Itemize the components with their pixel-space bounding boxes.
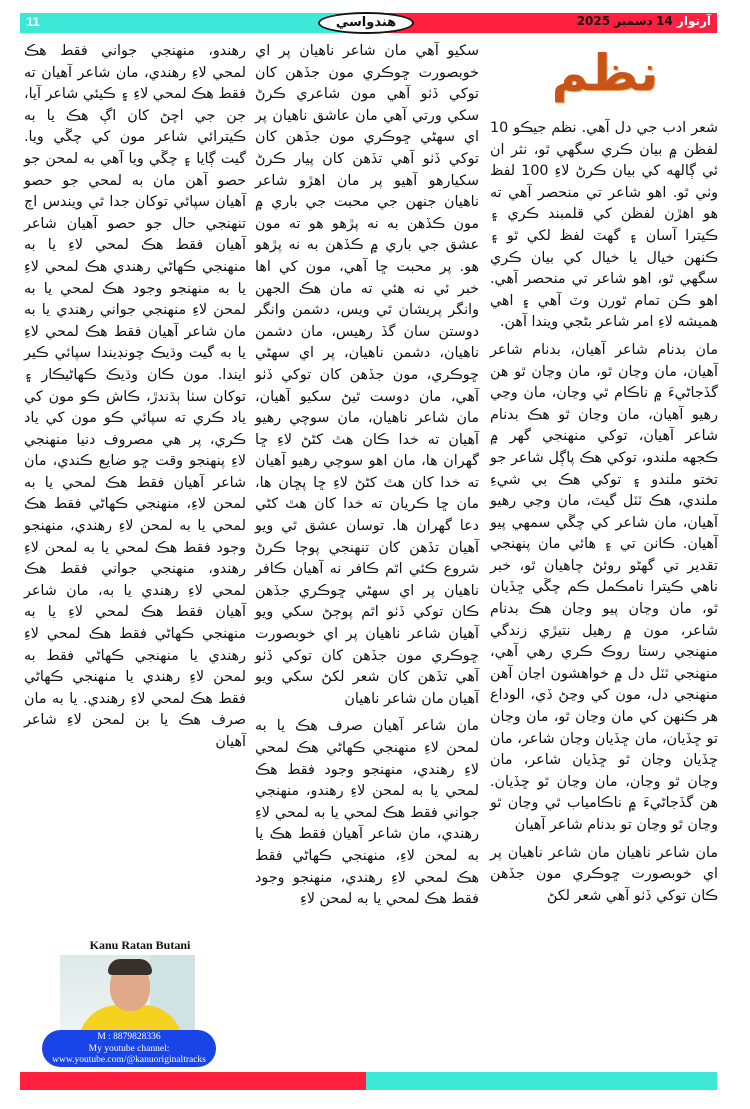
- channel-label: My youtube channel:: [88, 1043, 170, 1054]
- issue-date: [577, 14, 711, 28]
- article-column-left: [24, 41, 246, 760]
- paragraph: سکيو آهي مان شاعر ناهيان پر اي خوبصورت ڇوڪري مون جڏهن کان توکي ڏٺو آهي مون شاعري ڪرڻ سکي ورتي آهي مان عاشق ناهيان پر اي سهڻي ڇوڪري مون جڏهن کان توکي ڏٺو آهي تڏهن کان پيار ڪرڻ سکيارهو آهيو پر مان اهڙو شاعر ناهيان جنهن جي محبت جي باري ۾ مون ڪڏهن به نه پڙهو هو ته مون عشق جي باري ۾ ڪڏهن به نه پڙهو هو. پر محبت ڇا آهي، مون کي اها خبر ئي نه هئي ته مان هڪ الجهن وانگر پريشان ٿي ويس، دشمن وانگر دوستن سان گڏ رهيس، مان دشمن ناهيان، دشمن ناهيان، پر اي سهڻي ڇوڪري، مون جڏهن کان توکي ڏٺو آهي، مان دوست ٿيڻ سکيو آهيان، مان شاعر ناهيان، مان سوچي رهيو آهيان ته خدا ڪان هٿ کڻڻ لاءِ ڇا گهران ها، مان اهو سوچي رهيو آهيان ته خدا کان هٿ کڻڻ لاءِ ڇا پڇان ها، مان ڇا ڪريان ته خدا کان هٿ کڻي دعا گهران ها. توسان عشق ٿي ويو آهيان تڏهن کان تنهنجي پوڄا ڪرڻ شروع ڪئي اٿم ڪافر نه آهيان ڪافر ناهيان پر اي سهڻي ڇوڪري جڏهن ڪان توکي ڏٺو اٿم پوڄڻ سکي ويو آهيان شاعر ناهيان پر اي خوبصورت ڇوڪري مون جڏهن کان توکي ڏٺو آهي تڏهن کان شعر لکڻ سکي ويو آهيان مان شاعر ناهيان: [255, 43, 479, 707]
- header-left-band: [20, 13, 369, 33]
- paragraph: شعر ادب جي دل آهي. نظم جيڪو 10 لفظن ۾ بيان ڪري سگهي ٿو، نثر ان ئي ڳالهه کي بيان ڪرڻ لاءِ 100 لفظ وٺي ٿو. اهو شاعر تي منحصر آهي ته هو اهڙن لفظن کي قلمبند ڪري ۽ ڪيترا آسان ۽ گهٽ لفظ لکي ٿو ۽ ڪنهن خيال يا خيال کي بيان ڪري سگهي ٿو، اهو شاعر تي منحصر آهي. اهو ڪن تمام ٿورن وٽ آهي ۽ اهي هميشه لاءِ امر شاعر بڻجي ويندا آهن.: [490, 120, 718, 331]
- issue-date-text: 14 ڊسمبر 2025: [576, 14, 673, 28]
- page-footer-bar: [20, 1072, 717, 1090]
- footer-red-band: [20, 1072, 366, 1090]
- article-column-right: [490, 118, 718, 913]
- author-phone: M : 8879828336: [97, 1032, 161, 1042]
- newspaper-logo: هندواسي: [318, 12, 414, 34]
- author-photo: [60, 955, 195, 1033]
- article-title: نظم: [551, 44, 659, 102]
- paragraph: مان بدنام شاعر آهيان، بدنام شاعر آهيان، مان وڃان ٿو، مان وڃان ٿو هن گڏجاڻيءَ ۾ ناڪام ٿي وڃان، مان وڃي رهيو آهيان، مان وڃان ٿو هڪ بدنام شاعر آهيان، توکي منهنجي گهر ۾ ڪجهه ملندو، توکي هڪ پاڳل شاعر جو تختو ملندو ۽ توکي هڪ بي شيءِ ملندي، هڪ ٽٽل گيٽ، مان وڃي رهيو آهيان، مان شاعر کي چڱي سمهي پيو آهيان. ڪانن تي ۽ هائي مان پنهنجي تقدير تي گهڻو روئڻ چاهيان ٿو، خبر ناهي ڪيترا نامڪمل ڪم چڱي ڇڏيان ٿو، مان وڃان پيو وڃان هڪ بدنام شاعر، مون ۾ رهيل نتيڙي زندگي منهنجي رستا روڪ ڪري رهي آهي، منهنجي ٽٽل دل ۾ خواهشون اڃان آهن منهنجي دل، مون کي وڃڻ ڏي، الوداع هر ڪنهن کي مان وڃان ٿو، مان وڃان تو ڇڏيان، مان ڇڏيان وڃان شاعر، مان ڇڏيان وڃان ٿو ڇڏيان شاعر، مان وڃان ٿو وڃان، مان وڃان ٿو ڇڏيان. هن گڏجاڻيءَ ۾ ناڪامياب ٿي وڃان ٿو وڃان ٿو وڃان تو بدنام شاعر آهيان: [490, 341, 718, 833]
- footer-turquoise-band: [366, 1072, 717, 1090]
- channel-url: www.youtube.com/@kanuoriginaltracks: [52, 1055, 206, 1065]
- page-number: 11: [26, 14, 40, 29]
- paragraph: رهندو، منهنجي جواني فقط هڪ لمحي لاءِ رهندي، مان شاعر آهيان ته فقط هڪ لمحي لاءِ ۽ ڪيئي شاعر آيا، جن جي اچڻ کان اڳ هڪ يا به ڪيترائي شاعر مون کي چڱي ويا. گيت ڳايا ۽ چڱي ويا آهي به لمحن جو حصو آهن مان به لمحي جو حصو آهيان سپائي توکان جدا ٿي ويندس اڄ تنهنجي حال جو حصو آهيان شاعر آهيان فقط هڪ لمحي لاءِ يا به منهنجي ڪهاڻي رهندي هڪ لمحي لاءِ يا به منهنجو وجود هڪ لمحي يا به لمحن لاءِ منهنجي جواني رهندي يا به مان شاعر آهيان فقط هڪ لمحي لاءِ يا به گيت وڌيڪ چونڊيندا سپائي ڪير ايندا. مون ڪان وڌيڪ ڪهاڻيڪار ۽ توکان سٺا ٻڌندڙ، ڪاش ڪو مون کي ياد ڪري ته سپائي ڪو مون کي ياد ڪري، پر هي مصروف دنيا منهنجي لاءِ پنهنجو وقت ڇو ضايع ڪندي، مان شاعر آهيان فقط هڪ لمحي يا به لمحن لاءِ، منهنجي ڪهاڻي فقط هڪ لمحي يا به لمحن لاءِ رهندي، منهنجو وجود فقط هڪ لمحي يا به لمحن لاءِ رهندو، منهنجي جواني فقط هڪ لمحي لاءِ رهندي يا به، مان شاعر آهيان فقط هڪ لمحي لاءِ يا به منهنجي ڪهاڻي فقط هڪ لمحي لاءِ رهندي يا منهنجي ڪهاڻي فقط به لمحن لاءِ رهندي يا منهنجي ڪهاڻي فقط هڪ لمحي لاءِ رهندي. يا به مان صرف هڪ يا بن لمحن لاءِ شاعر آهيان: [24, 43, 246, 750]
- paragraph: مان شاعر ناهيان مان شاعر ناهيان پر اي خوبصورت ڇوڪري مون جڏهن ڪان توکي ڏٺو آهي شعر لکڻ: [490, 844, 718, 904]
- paragraph: مان شاعر آهيان صرف هڪ يا به لمحن لاءِ منهنجي ڪهاڻي هڪ لمحي لاءِ رهندي، منهنجو وجود فقط هڪ لمحي يا به لمحن لاءِ رهندو، منهنجي جواني فقط هڪ لمحي يا به لمحي لاءِ رهندي، مان شاعر آهيان فقط هڪ يا به لمحن لاءِ، منهنجي ڪهاڻي فقط هڪ لمحي لاءِ رهندي، منهنجو وجود فقط هڪ لمحي يا به لمحن لاءِ: [255, 718, 479, 908]
- header-right-band: [369, 13, 718, 33]
- article-column-middle: [255, 41, 479, 917]
- author-name: Kanu Ratan Butani: [89, 938, 191, 952]
- author-contact-badge: [42, 1030, 216, 1067]
- issue-day: آرتوار: [676, 14, 711, 28]
